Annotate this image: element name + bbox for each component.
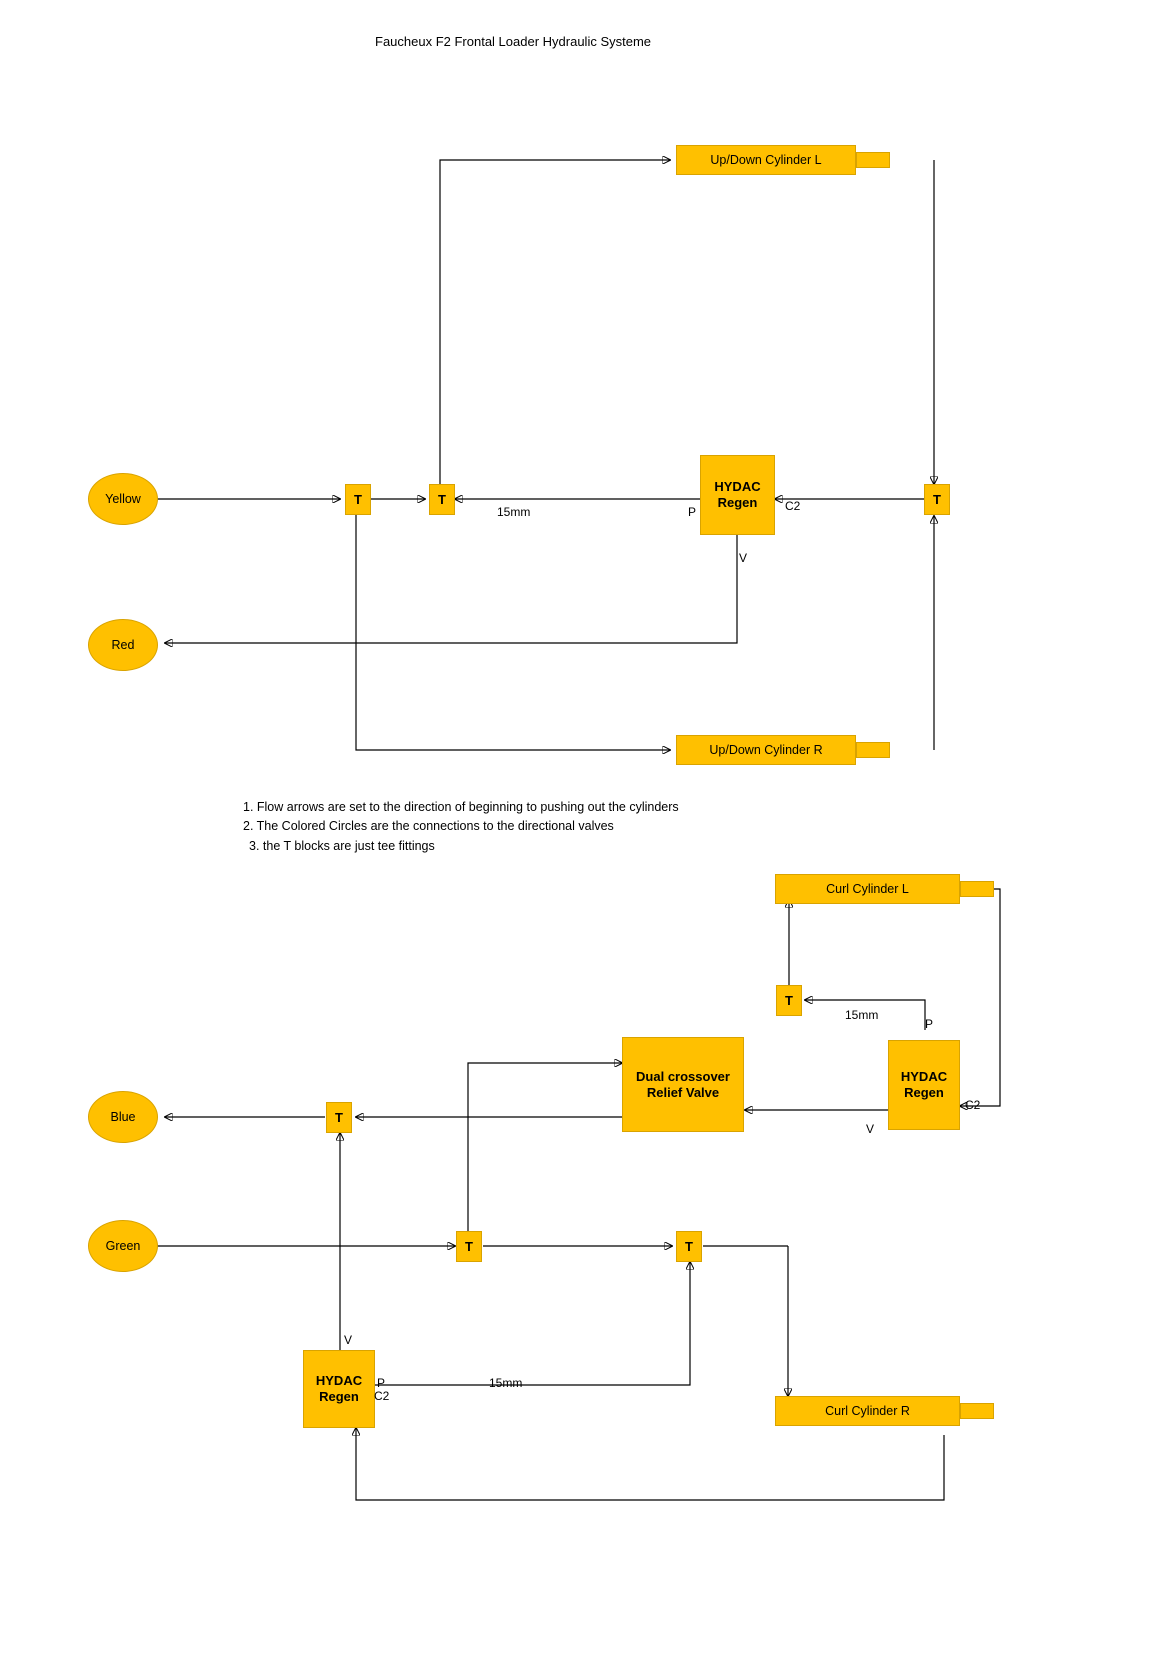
tee-bottom-4-label: T bbox=[685, 1239, 693, 1254]
hydac-regen-left-line2: Regen bbox=[319, 1389, 359, 1404]
curl-cylinder-left[interactable] bbox=[775, 874, 960, 904]
hydac-regen-left-line1: HYDAC bbox=[315, 1373, 363, 1389]
hydac-regen-left[interactable] bbox=[303, 1350, 375, 1428]
tee-bottom-1[interactable] bbox=[326, 1102, 352, 1133]
port-p-bottom-right: P bbox=[925, 1017, 934, 1031]
tee-top-3-label: T bbox=[933, 492, 941, 507]
updown-cylinder-right-rod bbox=[856, 742, 890, 758]
port-v-bottom-right: V bbox=[866, 1122, 875, 1136]
blue-port-label: Blue bbox=[110, 1110, 136, 1124]
relief-valve-line2: Relief Valve bbox=[646, 1084, 720, 1100]
note-2: 2. The Colored Circles are the connections to the directional valves bbox=[243, 819, 614, 834]
yellow-port[interactable] bbox=[88, 473, 158, 525]
updown-cylinder-left-rod bbox=[856, 152, 890, 168]
tee-bottom-1-label: T bbox=[335, 1110, 343, 1125]
hydac-regen-top-line2: Regen bbox=[717, 495, 758, 510]
port-p-bottom-left: P bbox=[377, 1376, 386, 1390]
tee-top-3[interactable] bbox=[924, 484, 950, 515]
red-port[interactable] bbox=[88, 619, 158, 671]
pipe-size-bottom-right: 15mm bbox=[845, 1008, 879, 1022]
green-port[interactable] bbox=[88, 1220, 158, 1272]
port-p-top: P bbox=[688, 505, 697, 519]
tee-bottom-2[interactable] bbox=[456, 1231, 482, 1262]
curl-cylinder-right[interactable] bbox=[775, 1396, 960, 1426]
port-c2-top: C2 bbox=[785, 499, 801, 513]
tee-bottom-4[interactable] bbox=[676, 1231, 702, 1262]
tee-top-2[interactable] bbox=[429, 484, 455, 515]
tee-top-2-label: T bbox=[438, 492, 446, 507]
pipe-size-top: 15mm bbox=[497, 505, 531, 519]
red-port-label: Red bbox=[111, 638, 135, 652]
port-v-top: V bbox=[739, 551, 748, 565]
hydac-regen-top-line1: HYDAC bbox=[714, 479, 761, 495]
note-1: 1. Flow arrows are set to the direction of beginning to pushing out the cylinders bbox=[243, 800, 679, 814]
page-title: Faucheux F2 Frontal Loader Hydraulic Systeme bbox=[375, 34, 652, 49]
notes-block bbox=[243, 798, 679, 856]
tee-bottom-2-label: T bbox=[465, 1239, 473, 1254]
yellow-port-label: Yellow bbox=[105, 492, 141, 506]
curl-cylinder-left-rod bbox=[960, 881, 994, 897]
dual-crossover-relief-valve[interactable] bbox=[622, 1037, 744, 1132]
tee-top-1[interactable] bbox=[345, 484, 371, 515]
curl-cylinder-right-label: Curl Cylinder R bbox=[825, 1403, 910, 1418]
updown-cylinder-left-label: Up/Down Cylinder L bbox=[710, 152, 822, 167]
hydac-regen-right-line2: Regen bbox=[904, 1085, 944, 1100]
curl-cylinder-right-rod bbox=[960, 1403, 994, 1419]
curl-cylinder-left-label: Curl Cylinder L bbox=[826, 881, 909, 896]
relief-valve-line1: Dual crossover bbox=[636, 1068, 730, 1084]
pipe-size-bottom-left: 15mm bbox=[489, 1376, 523, 1390]
port-v-bottom-left: V bbox=[344, 1333, 353, 1347]
port-c2-bottom-left: C2 bbox=[374, 1389, 390, 1403]
tee-top-1-label: T bbox=[354, 492, 362, 507]
hydac-regen-right[interactable] bbox=[888, 1040, 960, 1130]
hydac-regen-top[interactable] bbox=[700, 455, 775, 535]
updown-cylinder-right[interactable] bbox=[676, 735, 856, 765]
updown-cylinder-left[interactable] bbox=[676, 145, 856, 175]
green-port-label: Green bbox=[105, 1239, 141, 1253]
hydac-regen-right-line1: HYDAC bbox=[900, 1069, 948, 1085]
note-3: 3. the T blocks are just tee fittings bbox=[249, 838, 435, 853]
tee-bottom-3-label: T bbox=[785, 993, 793, 1008]
tee-bottom-3[interactable] bbox=[776, 985, 802, 1016]
port-c2-bottom-right: C2 bbox=[965, 1098, 981, 1112]
blue-port[interactable] bbox=[88, 1091, 158, 1143]
updown-cylinder-right-label: Up/Down Cylinder R bbox=[709, 742, 823, 757]
